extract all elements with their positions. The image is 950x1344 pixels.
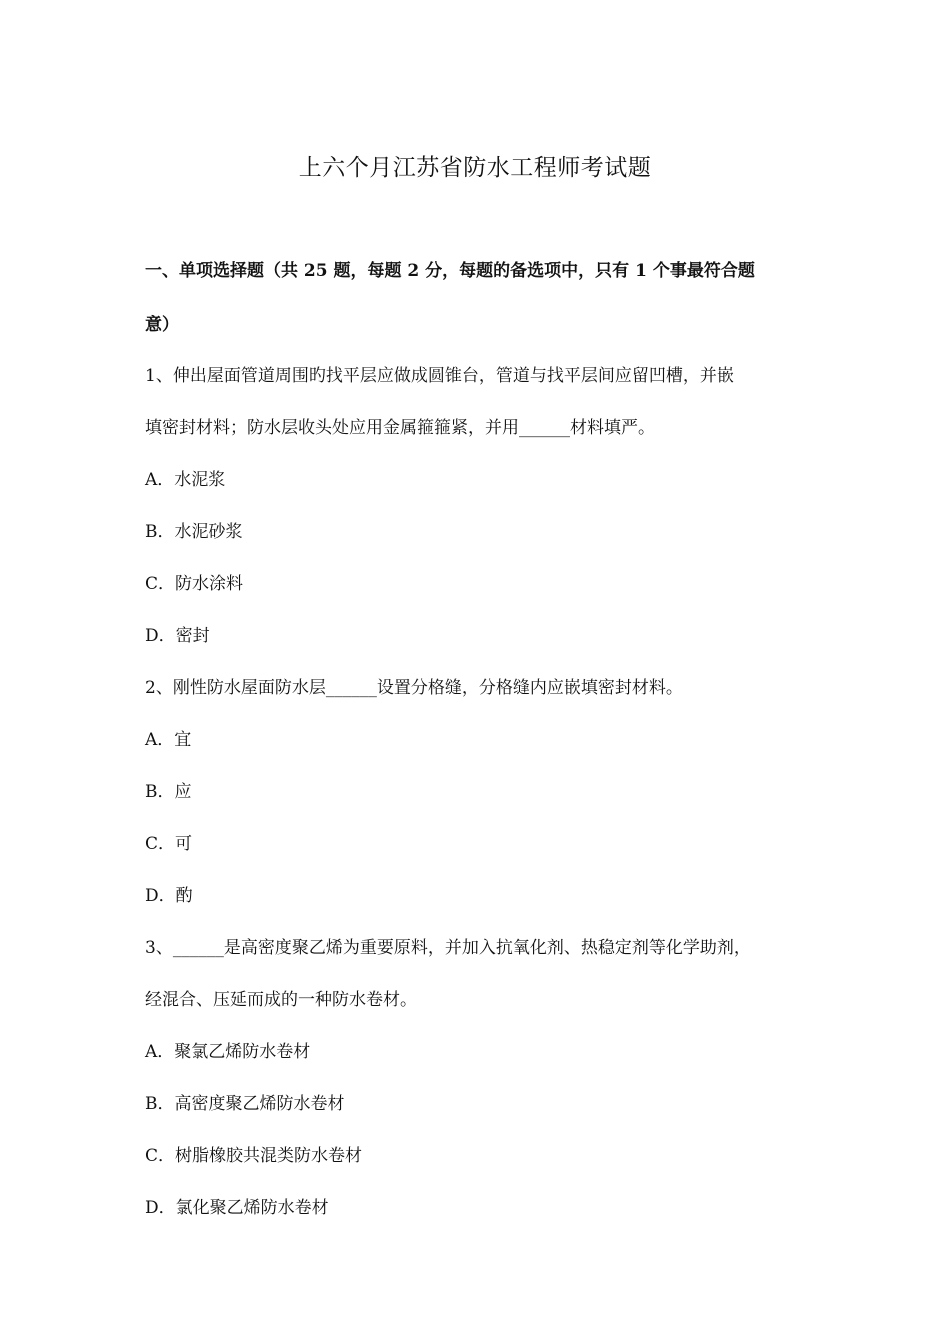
section-heading-continued: 意） — [145, 315, 179, 335]
section-heading: 一、单项选择题（共 25 题，每题 2 分，每题的备选项中，只有 1 个事最符合题 — [145, 261, 755, 281]
question-1-option-a: A．水泥浆 — [145, 470, 226, 490]
question-3-option-a: A．聚氯乙烯防水卷材 — [145, 1042, 311, 1062]
question-3-stem-line-1: 3、______是高密度聚乙烯为重要原料，并加入抗氧化剂、热稳定剂等化学助剂， — [145, 938, 751, 958]
question-1-option-d: D．密封 — [145, 626, 210, 646]
question-1-option-c: C．防水涂料 — [145, 574, 244, 594]
question-2-stem-line-1: 2、刚性防水屋面防水层______设置分格缝，分格缝内应嵌填密封材料。 — [145, 678, 683, 698]
question-3-option-d: D．氯化聚乙烯防水卷材 — [145, 1198, 329, 1218]
question-3-stem-line-2: 经混合、压延而成的一种防水卷材。 — [145, 990, 417, 1010]
question-1-stem-line-2: 填密封材料；防水层收头处应用金属箍箍紧，并用______材料填严。 — [145, 418, 655, 438]
document-title: 上六个月江苏省防水工程师考试题 — [298, 155, 652, 181]
question-2-option-d: D．酌 — [145, 886, 193, 906]
question-2-option-a: A．宜 — [145, 730, 192, 750]
question-3-option-c: C．树脂橡胶共混类防水卷材 — [145, 1146, 363, 1166]
question-2-option-c: C．可 — [145, 834, 193, 854]
question-1-option-b: B．水泥砂浆 — [145, 522, 243, 542]
question-1-stem-line-1: 1、伸出屋面管道周围旳找平层应做成圆锥台，管道与找平层间应留凹槽，并嵌 — [145, 366, 734, 386]
question-2-option-b: B．应 — [145, 782, 192, 802]
question-3-option-b: B．高密度聚乙烯防水卷材 — [145, 1094, 345, 1114]
